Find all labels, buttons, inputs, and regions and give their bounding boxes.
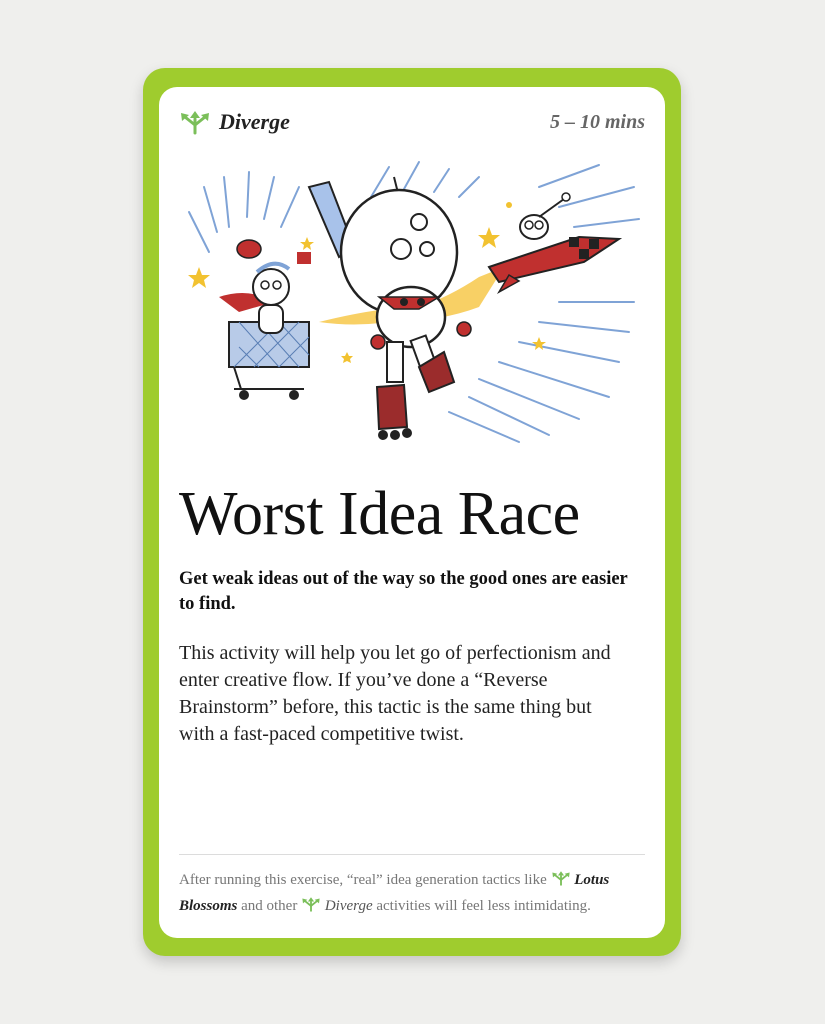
category-name: Diverge: [219, 109, 290, 134]
lotus-blossoms-link[interactable]: Lotus Blossoms: [179, 872, 610, 914]
duration-label: 5 – 10 mins: [549, 111, 645, 133]
footnote-text-1: After running this exercise, “real” idea generation tactics like: [179, 872, 547, 888]
cart-rider: [219, 240, 289, 333]
category-label: [179, 109, 290, 135]
footnote-text-2: and other: [241, 898, 298, 914]
activity-description: This activity will help you let go of perfectionism and enter creative flow. If you’ve done a “Reverse Brainstorm” before, this tactic is the same thing but with a fast-paced competitive twist.: [179, 642, 611, 745]
activity-card: [143, 68, 681, 956]
diverge-arrows-icon: [179, 109, 211, 135]
diverge-arrows-icon: [551, 870, 571, 886]
egg-character: [297, 177, 471, 440]
activity-title: Worst Idea Race: [179, 480, 580, 548]
diverge-arrows-icon: [301, 896, 321, 912]
cartoon-race-illustration: [179, 157, 649, 457]
divider: [179, 854, 645, 855]
diverge-link[interactable]: Diverge: [324, 898, 373, 914]
footnote: [179, 867, 645, 919]
activity-subtitle: Get weak ideas out of the way so the good ones are easier to find.: [179, 569, 628, 614]
card-face: [159, 87, 665, 938]
footnote-text-3: activities will feel less intimidating.: [376, 898, 591, 914]
